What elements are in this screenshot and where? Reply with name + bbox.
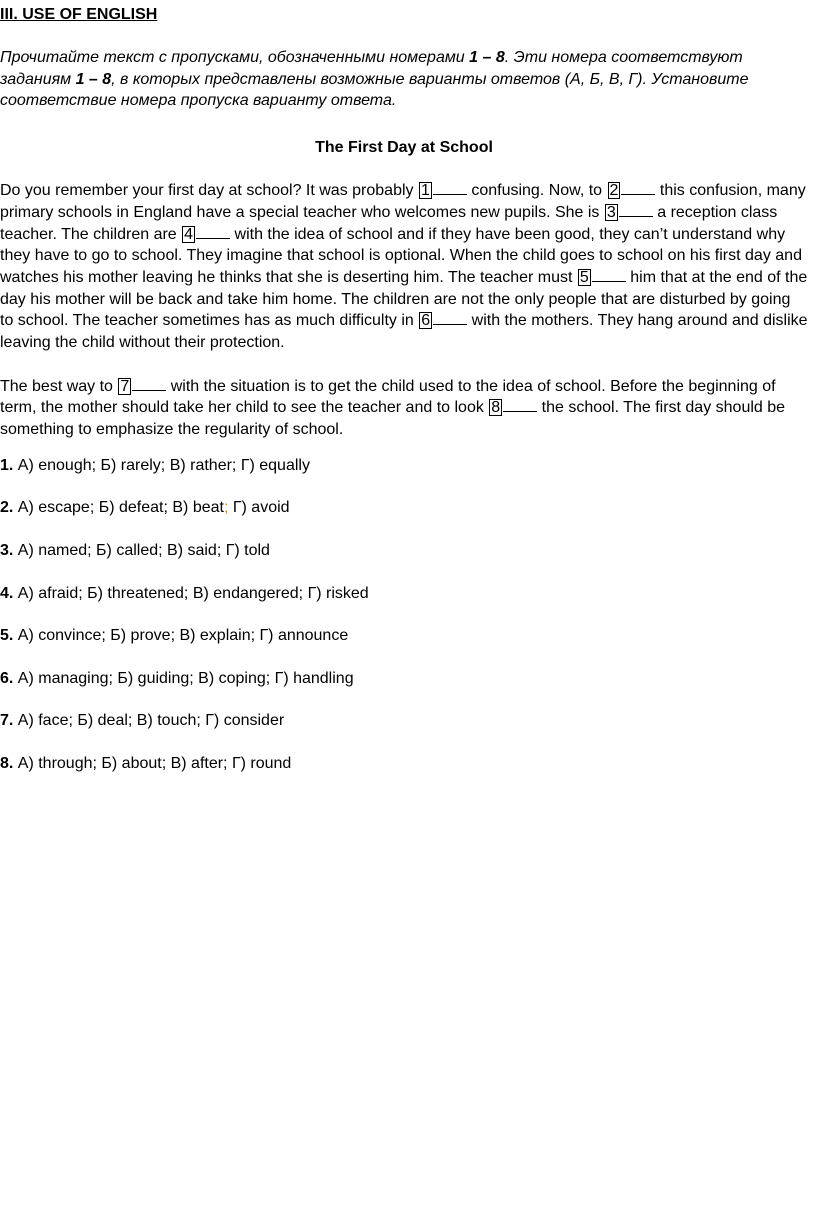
option-6 <box>0 668 808 711</box>
section-title: III. USE OF ENGLISH <box>0 6 158 23</box>
option-5-number: 5. <box>0 627 14 645</box>
option-7 <box>0 710 808 753</box>
option-1-number: 1. <box>0 456 14 474</box>
paragraph-1 <box>0 180 808 354</box>
gap-number-5: 5 <box>579 268 589 286</box>
option-1 <box>0 455 808 498</box>
instructions <box>0 47 808 112</box>
gap-number-2: 2 <box>609 182 619 200</box>
p1-segment-3: a reception class teacher. The children are <box>0 203 778 243</box>
answer-options <box>0 455 808 796</box>
instructions-part-1: Прочитайте текст с пропусками, обозначенными номерами <box>0 49 470 66</box>
instructions-part-3: , в которых представлены возможные варианты ответов (А, Б, В, Г). Установите соответствие номера пропуска варианту ответа. <box>0 70 749 110</box>
option-2-number: 2. <box>0 499 14 517</box>
option-7-number: 7. <box>0 712 14 730</box>
gap-blank-4 <box>196 224 230 239</box>
option-2 <box>0 497 808 540</box>
p2-segment-2: the school. The first day should be something to emphasize the regularity of school. <box>0 399 786 439</box>
gap-number-7: 7 <box>120 377 130 395</box>
gap-blank-8 <box>503 397 537 412</box>
gap-blank-3 <box>619 202 653 217</box>
option-8-number: 8. <box>0 755 14 772</box>
option-1-text: А) enough; Б) rarely; В) rather; Г) equally <box>13 456 310 474</box>
option-4-text: А) afraid; Б) threatened; В) endangered; Г) risked <box>13 584 369 602</box>
option-5 <box>0 625 808 668</box>
option-2-semicolon: ; <box>223 499 229 517</box>
option-8 <box>0 753 808 796</box>
option-7-text: А) face; Б) deal; В) touch; Г) consider <box>13 712 285 730</box>
gap-blank-2 <box>621 180 655 195</box>
option-3-number: 3. <box>0 542 14 560</box>
gap-number-1: 1 <box>420 182 430 200</box>
gap-number-6: 6 <box>421 312 431 330</box>
p1-segment-6: with the mothers. They hang around and dislike leaving the child without their protection. <box>0 312 808 352</box>
option-5-text: А) convince; Б) prove; В) explain; Г) announce <box>13 627 349 645</box>
option-2-text-a: А) escape; Б) defeat; В) beat <box>13 499 224 517</box>
option-3 <box>0 540 808 583</box>
option-6-text: А) managing; Б) guiding; В) coping; Г) handling <box>13 669 354 687</box>
option-4-number: 4. <box>0 584 14 602</box>
option-8-text: А) through; Б) about; В) after; Г) round <box>13 755 292 772</box>
option-4 <box>0 583 808 626</box>
p1-segment-5: him that at the end of the day his mother will be back and take him home. The children are not the only people that are disturbed by going to school. The teacher sometimes has as much difficulty in <box>0 268 808 330</box>
p1-segment-1: confusing. Now, to <box>466 182 607 200</box>
p1-segment-4: with the idea of school and if they have been good, they can’t understand why they have to go to school. They imagine that school is optional. When the child goes to school on his first day and watches his mother leaving he thinks that she is deserting him. The teacher must <box>0 225 802 286</box>
p2-segment-0: The best way to <box>0 377 118 395</box>
gap-blank-7 <box>132 376 166 391</box>
gap-number-3: 3 <box>606 203 616 221</box>
p1-segment-2: this confusion, many primary schools in England have a special teacher who welcomes new pupils. She is <box>0 182 806 221</box>
instructions-range-1: 1 – 8 <box>469 49 505 66</box>
gap-number-8: 8 <box>491 399 501 417</box>
option-6-number: 6. <box>0 669 14 687</box>
p2-segment-1: with the situation is to get the child used to the idea of school. Before the beginning of term, the mother should take her child to see the teacher and to look <box>0 377 776 417</box>
text-title: The First Day at School <box>315 139 493 157</box>
instructions-range-2: 1 – 8 <box>75 70 112 88</box>
p1-segment-0: Do you remember your first day at school? It was probably <box>0 182 418 200</box>
option-3-text: А) named; Б) called; В) said; Г) told <box>13 542 270 560</box>
instructions-part-2: . Эти номера соответствуют заданиям <box>0 49 743 88</box>
gap-blank-1 <box>433 180 467 195</box>
gap-blank-6 <box>433 310 467 325</box>
option-2-text-b: Г) avoid <box>228 499 290 517</box>
gap-number-4: 4 <box>184 225 194 243</box>
paragraph-2 <box>0 376 808 441</box>
gap-blank-5 <box>592 267 626 282</box>
